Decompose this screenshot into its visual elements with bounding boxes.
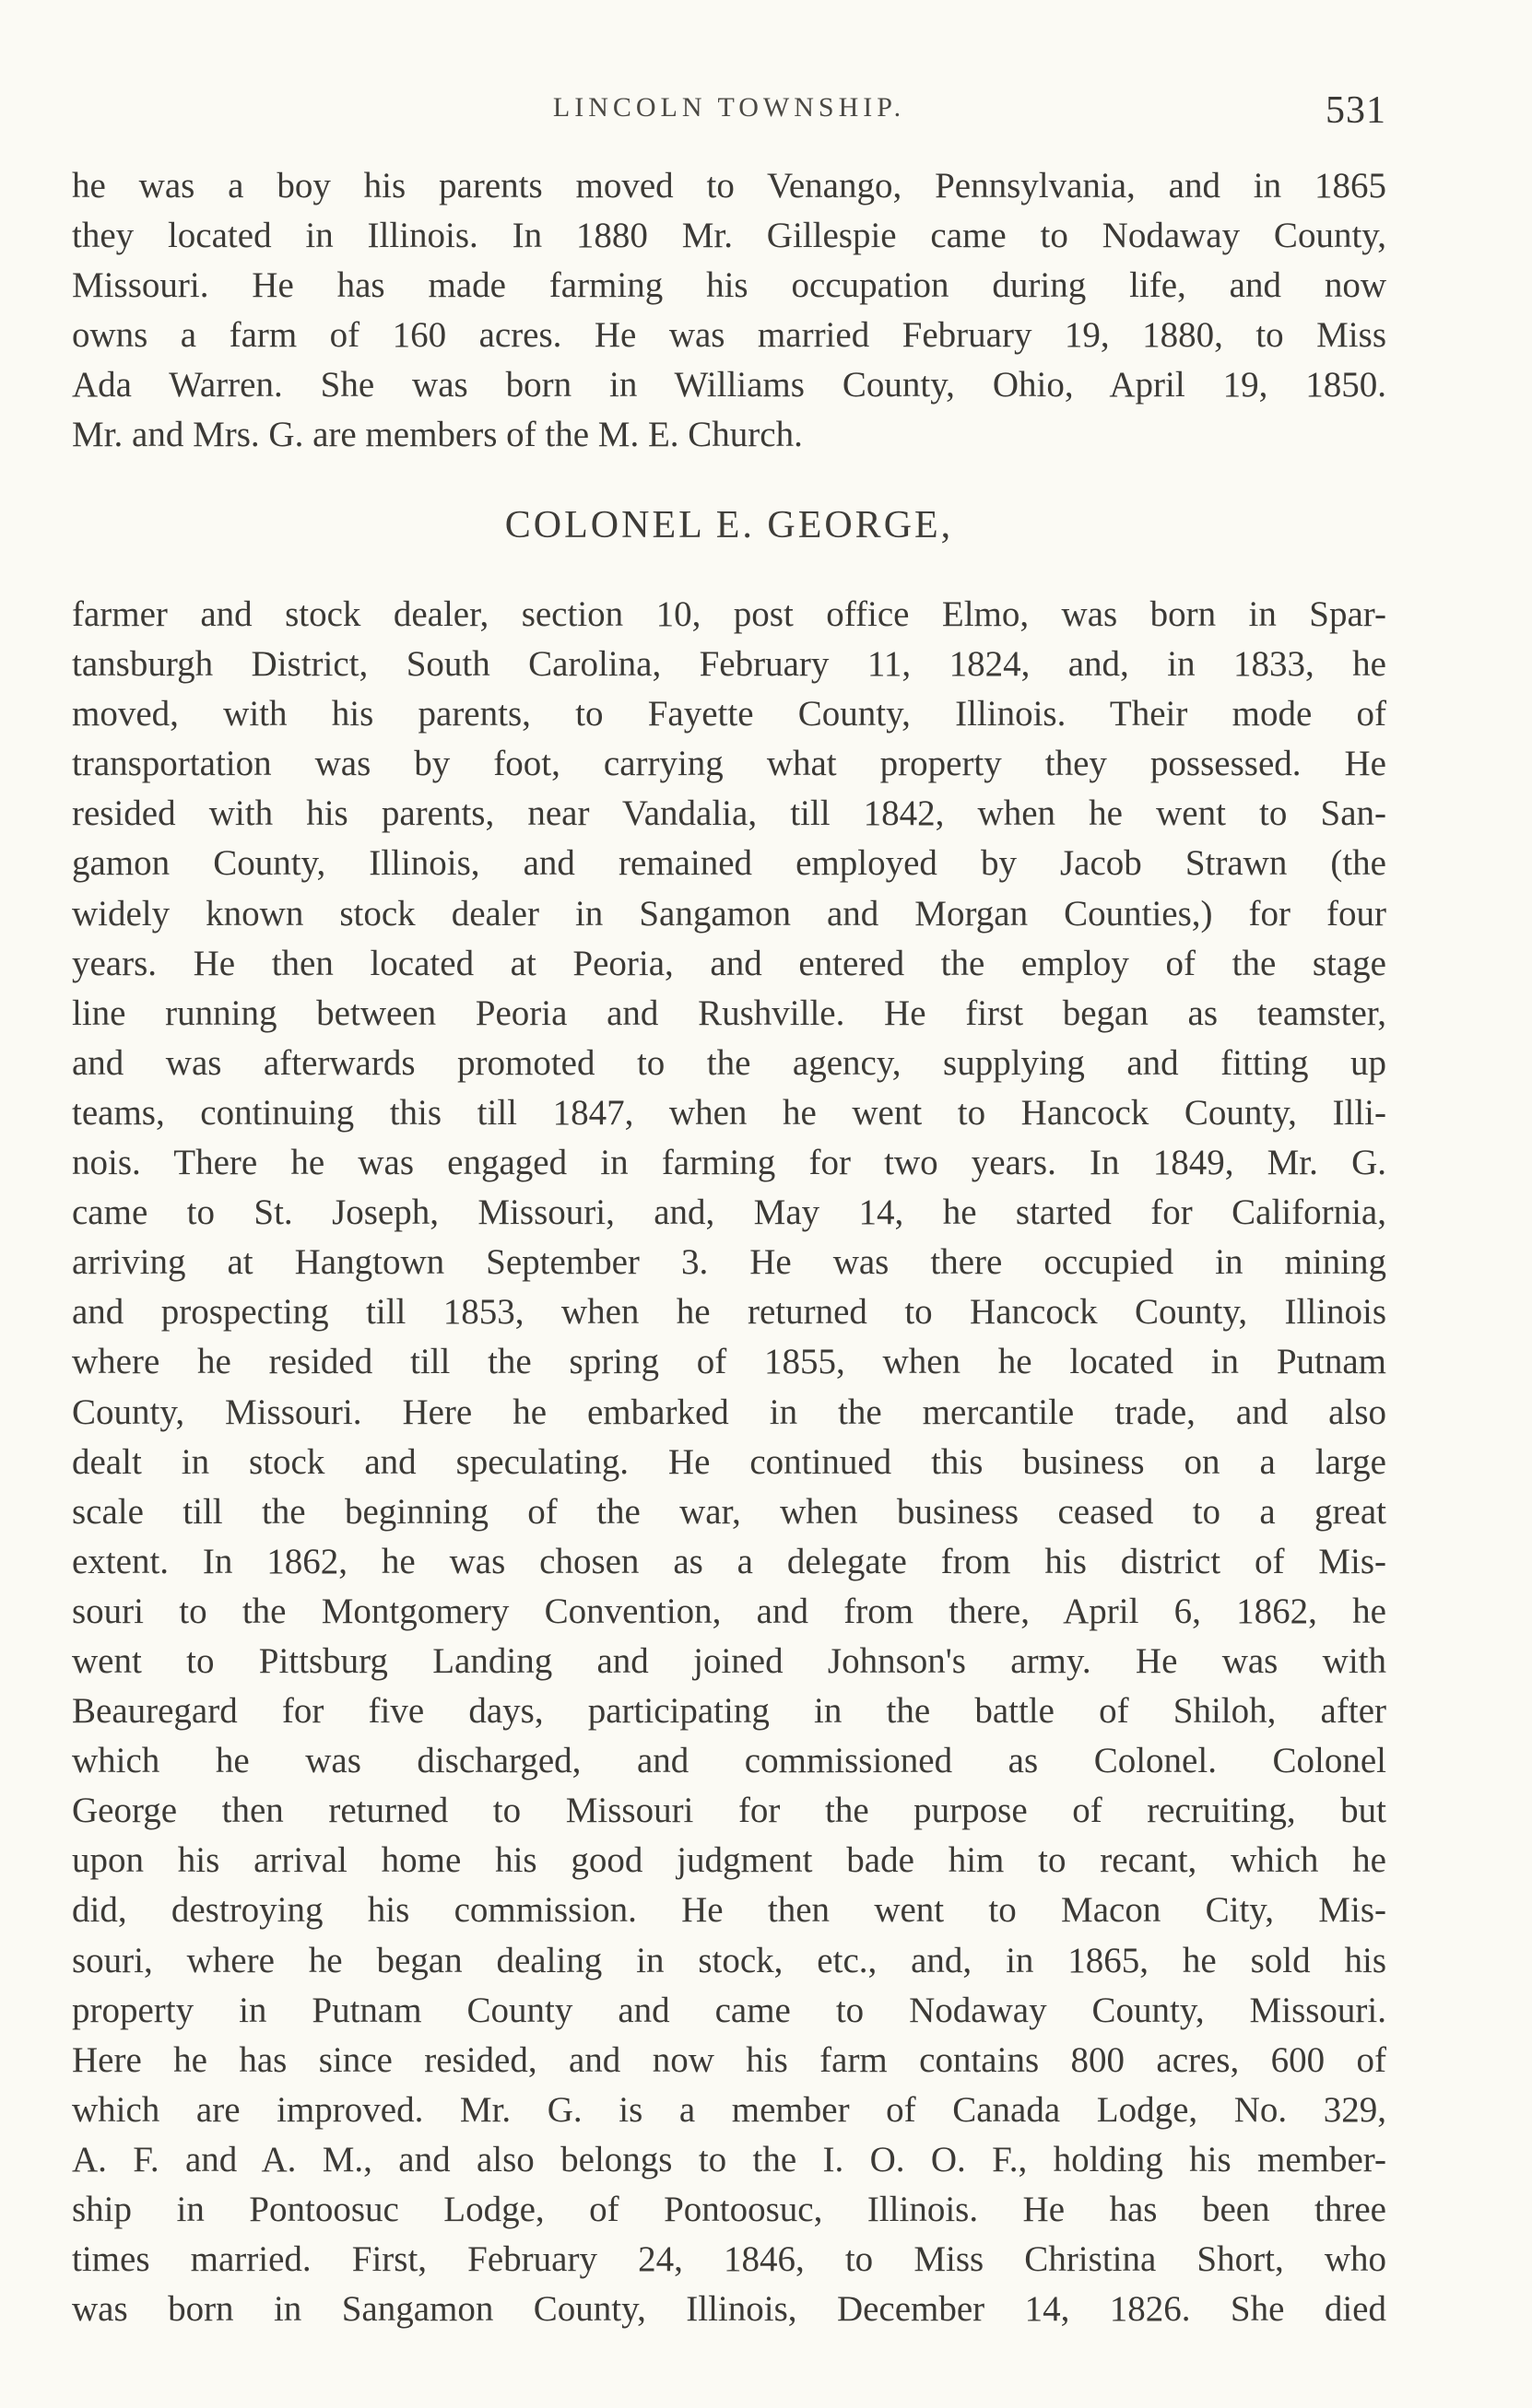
body-line: resided with his parents, near Vandalia, till 1842, when he went to San- — [72, 793, 1386, 834]
body-line: dealt in stock and speculating. He continued this business on a large — [72, 1441, 1386, 1482]
body-line: Beauregard for five days, participating in the battle of Shiloh, after — [72, 1691, 1386, 1732]
body-line: widely known stock dealer in Sangamon and Morgan Counties,) for four — [72, 893, 1386, 934]
body-line: upon his arrival home his good judgment bade him to recant, which he — [72, 1840, 1386, 1881]
body-line: tansburgh District, South Carolina, February 11, 1824, and, in 1833, he — [72, 644, 1386, 685]
body-line: teams, continuing this till 1847, when he went to Hancock County, Illi- — [72, 1092, 1386, 1133]
section-heading: COLONEL E. GEORGE, — [504, 504, 954, 546]
body-line: times married. First, February 24, 1846, to Miss Christina Short, who — [72, 2239, 1386, 2280]
body-line: Here he has since resided, and now his farm contains 800 acres, 600 of — [72, 2039, 1386, 2080]
intro-paragraph — [72, 161, 1386, 461]
body-line: farmer and stock dealer, section 10, post office Elmo, was born in Spar- — [72, 594, 1386, 634]
intro-line: he was a boy his parents moved to Venango, Pennsylvania, and in 1865 — [72, 166, 1386, 206]
body-line: went to Pittsburg Landing and joined Johnson's army. He was with — [72, 1640, 1386, 1681]
body-line: was born in Sangamon County, Illinois, December 14, 1826. She died — [72, 2289, 1386, 2330]
intro-line: Mr. and Mrs. G. are members of the M. E. Church. — [72, 415, 803, 455]
body-line: did, destroying his commission. He then went to Macon City, Mis- — [72, 1890, 1386, 1931]
body-line: County, Missouri. Here he embarked in the mercantile trade, and also — [72, 1392, 1386, 1432]
body-line: and was afterwards promoted to the agency, supplying and fitting up — [72, 1042, 1386, 1083]
body-line: transportation was by foot, carrying what property they possessed. He — [72, 744, 1386, 784]
intro-line: Ada Warren. She was born in Williams County, Ohio, April 19, 1850. — [72, 365, 1386, 405]
body-line: souri to the Montgomery Convention, and from there, April 6, 1862, he — [72, 1591, 1386, 1631]
body-line: scale till the beginning of the war, when business ceased to a great — [72, 1491, 1386, 1532]
intro-line: Missouri. He has made farming his occupation during life, and now — [72, 265, 1386, 306]
body-line: souri, where he began dealing in stock, etc., and, in 1865, he sold his — [72, 1940, 1386, 1980]
body-line: moved, with his parents, to Fayette County, Illinois. Their mode of — [72, 694, 1386, 734]
biography-paragraph — [72, 590, 1386, 2334]
body-line: A. F. and A. M., and also belongs to the I. O. O. F., holding his member- — [72, 2139, 1386, 2179]
body-line: George then returned to Missouri for the purpose of recruiting, but — [72, 1791, 1386, 1831]
running-head — [72, 83, 1386, 138]
intro-line: owns a farm of 160 acres. He was married February 19, 1880, to Miss — [72, 315, 1386, 356]
body-line: came to St. Joseph, Missouri, and, May 14, he started for California, — [72, 1192, 1386, 1233]
body-line: gamon County, Illinois, and remained employed by Jacob Strawn (the — [72, 843, 1386, 884]
running-title: LINCOLN TOWNSHIP. — [552, 92, 906, 123]
body-line: which he was discharged, and commissioned as Colonel. Colonel — [72, 1741, 1386, 1781]
body-line: arriving at Hangtown September 3. He was there occupied in mining — [72, 1242, 1386, 1283]
body-line: line running between Peoria and Rushville. He first began as teamster, — [72, 993, 1386, 1033]
body-line: property in Putnam County and came to Nodaway County, Missouri. — [72, 1990, 1386, 2030]
intro-line: they located in Illinois. In 1880 Mr. Gillespie came to Nodaway County, — [72, 216, 1386, 256]
body-line: and prospecting till 1853, when he returned to Hancock County, Illinois — [72, 1292, 1386, 1333]
page-number: 531 — [1326, 89, 1386, 132]
body-line: where he resided till the spring of 1855, when he located in Putnam — [72, 1342, 1386, 1382]
body-line: ship in Pontoosuc Lodge, of Pontoosuc, Illinois. He has been three — [72, 2190, 1386, 2229]
body-line: years. He then located at Peoria, and entered the employ of the stage — [72, 943, 1386, 983]
body-line: which are improved. Mr. G. is a member of Canada Lodge, No. 329, — [72, 2089, 1386, 2130]
body-line: extent. In 1862, he was chosen as a delegate from his district of Mis- — [72, 1541, 1386, 1581]
body-line: nois. There he was engaged in farming for two years. In 1849, Mr. G. — [72, 1143, 1386, 1183]
